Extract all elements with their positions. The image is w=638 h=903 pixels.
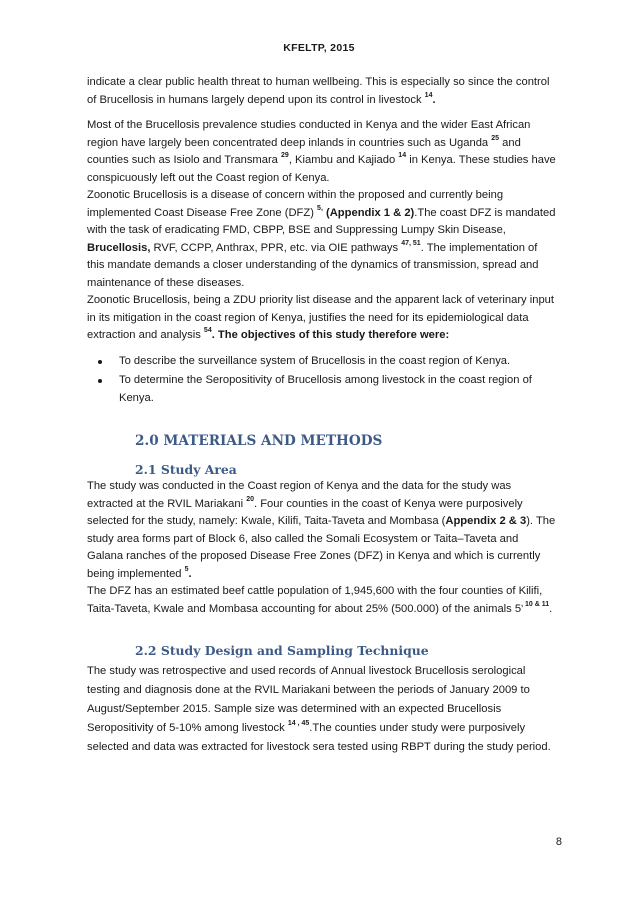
paragraph-study-area: The study was conducted in the Coast region of Kenya and the data for the study was extracted at the RVIL Mariakani $^{20}$. Four counties in the coast of Kenya were purposively selected for the study, namely: Kwale, Kilifi, Taita-Taveta and Mombasa (Appendix 2 & 3). The study area forms part of Block 6, also called the Somali Ecosystem or Taita–Taveta and Galana ranches of the proposed Disease Free Zones (DFZ) in Kenya and which is currently being implemented $^5$.	[87, 480, 556, 580]
citation: 14	[398, 152, 407, 160]
list-item: To describe the surveillance system of Brucellosis in the coast region of Kenya.	[87, 353, 557, 371]
paragraph-study-design: The study was retrospective and used records of Annual livestock Brucellosis serological testing and diagnosis done at the RVIL Mariakani between the periods of January 2009 to August/September 2015. Sample size was determined with an expected Brucellosis Seropositivity of 5-10% among livestock $^{14 , 45}$.The counties under study were purposively selected and data was extracted for livestock sera tested using RBPT during the study period.	[87, 664, 551, 753]
paragraph-dfz: Zoonotic Brucellosis is a disease of concern within the proposed and currently being implemented Coast Disease Free Zone (DFZ) $^{5,}$ (Appendix 1 & 2).The coast DFZ is mandated with the task of eradicating FMD, CBPP, BSE and Suppressing Lumpy Skin Disease, Brucellosis, RVF, CCPP, Anthrax, PPR, etc. via OIE pathways $^{47, 51}$. The implementation of this mandate demands a closer understanding of the dynamics of transmission, spread and maintenance of these diseases.	[87, 189, 556, 289]
paragraph-zdu-priority: Zoonotic Brucellosis, being a ZDU priority list disease and the apparent lack of veterinary input in its mitigation in the coast region of Kenya, justifies the need for its epidemiological data extraction and analysis $^{54}$. The objectives of this study therefore were:	[87, 294, 555, 341]
paragraph-dfz-population: The DFZ has an estimated beef cattle population of 1,945,600 with the four counties of Kilifi, Taita-Taveta, Kwale and Mombasa accounting for about 25% (500.000) of the animals $5^{, 10 \& 11}$.	[87, 585, 553, 615]
citation: 25	[491, 134, 500, 142]
citation: 14 , 45	[287, 719, 310, 727]
appendix-reference: Appendix 2 & 3	[445, 515, 527, 527]
citation: 54	[203, 327, 212, 335]
citation: 20	[246, 495, 254, 503]
objectives-list	[87, 353, 557, 408]
page-number: 8	[555, 836, 562, 848]
running-header: KFELTP, 2015	[283, 42, 355, 54]
citation: 47, 51	[401, 239, 421, 247]
bullet-icon	[98, 379, 102, 383]
subsection-heading-study-area: 2.1 Study Area	[135, 461, 237, 477]
paragraph-prevalence-studies: Most of the Brucellosis prevalence studies conducted in Kenya and the wider East African region have largely been concentrated deep inlands in countries such as Uganda $^{25}$ and counties such as Isiolo and Transmara $^{29}$, Kiambu and Kajiado $^{14}$ in Kenya. These studies have conspicuously left out the Coast region of Kenya.	[87, 119, 556, 184]
list-item: To determine the Seropositivity of Brucellosis among livestock in the coast region of Kenya.	[87, 372, 557, 407]
bullet-icon	[98, 360, 102, 364]
section-heading: 2.0 MATERIALS AND METHODS	[135, 433, 383, 449]
paragraph-intro-1: indicate a clear public health threat to human wellbeing. This is especially so since the control of Brucellosis in humans largely depend upon its control in livestock $^{14}$.	[87, 76, 550, 106]
page-body	[87, 74, 557, 757]
citation: , 10 & 11	[521, 600, 550, 608]
appendix-reference: (Appendix 1 & 2)	[326, 206, 415, 219]
citation: 14	[424, 91, 433, 99]
citation: 5	[184, 565, 189, 573]
subsection-heading-study-design: 2.2 Study Design and Sampling Technique	[135, 643, 429, 658]
citation: 5,	[317, 204, 323, 212]
citation: 29	[281, 152, 289, 160]
